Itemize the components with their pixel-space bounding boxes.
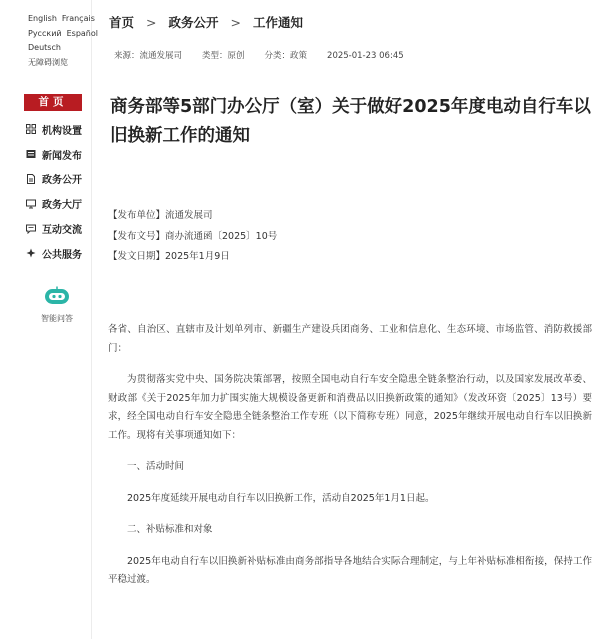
article-title: 商务部等5部门办公厅（室）关于做好2025年度电动自行车以旧换新工作的通知 <box>110 97 591 146</box>
recipients-paragraph: 各省、自治区、直辖市及计划单列市、新疆生产建设兵团商务、工业和信息化、生态环境、市场监管、消防救援部门： <box>108 324 592 354</box>
assistant-robot-icon[interactable] <box>44 286 70 306</box>
sidebar-item-news[interactable] <box>26 142 92 167</box>
lang-english[interactable]: English <box>28 14 57 23</box>
lang-german[interactable]: Deutsch <box>28 43 61 52</box>
assistant-label[interactable]: 智能问答 <box>41 314 73 323</box>
section-paragraph: 2025年电动自行车以旧换新补贴标准由商务部指导各地结合实际合理制定，与上年补贴标准相衔接，保持工作平稳过渡。 <box>108 555 592 585</box>
sidebar-item-label: 公共服务 <box>42 249 82 261</box>
meta-type: 类型：原创 <box>202 51 245 61</box>
accessibility-link[interactable]: 无障碍浏览 <box>28 57 68 67</box>
sidebar <box>0 0 98 639</box>
breadcrumb-gov-affairs[interactable]: 政务公开 <box>168 15 219 30</box>
sidebar-item-gov-affairs[interactable] <box>26 167 92 192</box>
meta-source: 来源：流通发展司 <box>114 51 183 61</box>
service-icon <box>26 248 36 258</box>
article-meta <box>114 49 424 61</box>
sidebar-item-interaction[interactable] <box>26 216 92 241</box>
section-paragraph: 2025年度延续开展电动自行车以旧换新工作，活动自2025年1月1日起。 <box>127 492 435 504</box>
document-icon <box>26 174 36 184</box>
lang-french[interactable]: Français <box>61 14 95 23</box>
grid-icon <box>26 124 36 134</box>
language-switcher <box>0 0 98 70</box>
meta-category: 分类：政策 <box>264 51 308 61</box>
chevron-right-icon: > <box>146 15 157 30</box>
info-doc-number: 【发布文号】商办流通函〔2025〕10号 <box>108 230 278 242</box>
sidebar-nav <box>26 117 92 266</box>
breadcrumb <box>109 13 303 31</box>
info-date: 【发文日期】2025年1月9日 <box>108 251 230 262</box>
sidebar-item-service-hall[interactable] <box>26 191 92 216</box>
intro-paragraph: 为贯彻落实党中央、国务院决策部署，按照全国电动自行车安全隐患全链条整治行动，以及国家发展改革委、财政部《关于2025年加力扩围实施大规模设备更新和消费品以旧换新政策的通知》（发改环资〔2025〕13号）要求，经全国电动自行车安全隐患全链条整治工作专班（以下简称专班）同意，2025年继续开展电动自行车以旧换新工作。现将有关事项通知如下： <box>108 374 592 441</box>
sidebar-item-label: 互动交流 <box>42 225 82 237</box>
sidebar-item-label: 政务公开 <box>42 175 82 187</box>
sidebar-item-public-service[interactable] <box>26 241 92 266</box>
chat-icon <box>26 224 36 234</box>
sidebar-item-label: 机构设置 <box>42 125 82 137</box>
meta-datetime: 2025-01-23 06:45 <box>327 51 404 61</box>
lang-russian[interactable]: Русский <box>28 28 62 38</box>
section-heading: 一、活动时间 <box>127 461 185 472</box>
main-content <box>92 0 600 639</box>
sidebar-item-organization[interactable] <box>26 117 92 142</box>
chevron-right-icon: > <box>230 15 241 30</box>
breadcrumb-work-notice[interactable]: 工作通知 <box>253 15 304 30</box>
sidebar-item-label: 新闻发布 <box>42 150 82 162</box>
home-button[interactable]: 首页 <box>24 94 82 111</box>
section-heading: 二、补贴标准和对象 <box>127 524 213 535</box>
breadcrumb-home[interactable]: 首页 <box>109 15 135 30</box>
info-unit: 【发布单位】流通发展司 <box>108 210 213 221</box>
monitor-icon <box>26 199 36 209</box>
article-body <box>108 321 592 603</box>
document-info <box>108 206 277 268</box>
sidebar-item-label: 政务大厅 <box>42 200 82 212</box>
newspaper-icon <box>26 149 36 159</box>
lang-spanish[interactable]: Español <box>66 28 98 38</box>
